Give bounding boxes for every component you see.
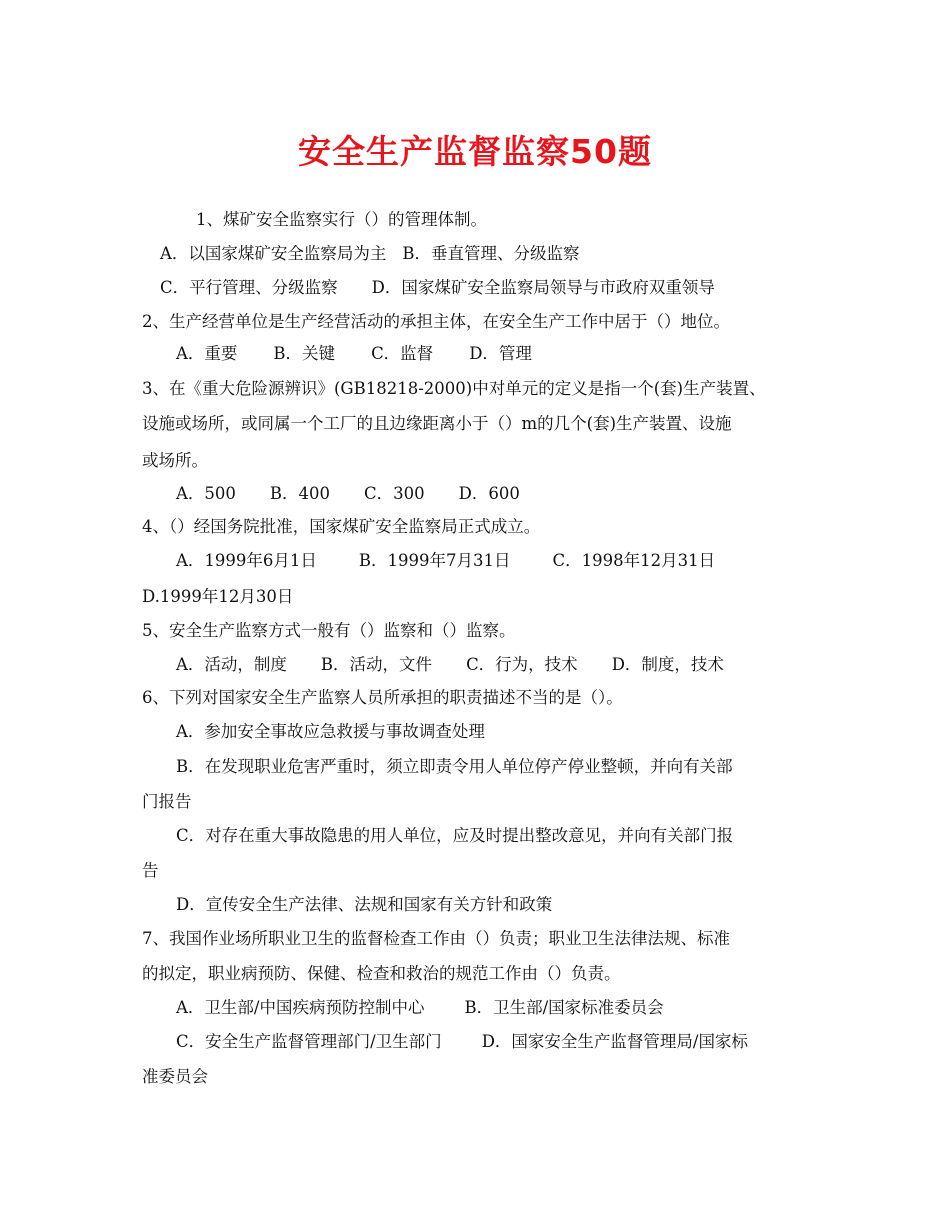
page-title: 安全生产监督监察50题 — [298, 132, 652, 171]
question-2-options — [176, 343, 532, 365]
question-6-option-b-line-2: 门报告 — [142, 792, 192, 811]
option-a: A．活动，制度 — [176, 655, 287, 674]
option-c: C．平行管理、分级监察 — [160, 278, 338, 297]
question-6-option-b-line-1: B．在发现职业危害严重时，须立即责令用人单位停产停业整顿，并向有关部 — [176, 757, 733, 776]
option-b: B．垂直管理、分级监察 — [402, 244, 580, 263]
question-7-stem-line-1: 7、我国作业场所职业卫生的监督检查工作由（）负责；职业卫生法律法规、标准 — [142, 929, 730, 948]
question-2-stem: 2、生产经营单位是生产经营活动的承担主体，在安全生产工作中居于（）地位。 — [142, 312, 730, 331]
question-6-option-c-line-2: 告 — [142, 861, 159, 880]
question-6-stem: 6、下列对国家安全生产监察人员所承担的职责描述不当的是（）。 — [142, 688, 623, 707]
question-6-option-c-line-1: C．对存在重大事故隐患的用人单位，应及时提出整改意见，并向有关部门报 — [176, 826, 734, 845]
question-5-stem: 5、安全生产监察方式一般有（）监察和（）监察。 — [142, 621, 516, 640]
question-3-stem-line-3: 或场所。 — [142, 451, 208, 470]
option-c: C．行为，技术 — [466, 655, 578, 674]
option-b: B．400 — [269, 484, 331, 503]
option-a: A．1999年6月1日 — [176, 551, 317, 570]
question-6-option-d: D．宣传安全生产法律、法规和国家有关方针和政策 — [176, 895, 553, 914]
option-b: B．关键 — [273, 344, 336, 363]
option-c: C．300 — [364, 484, 425, 503]
option-c: C．安全生产监督管理部门/卫生部门 — [176, 1032, 442, 1051]
option-b: B．活动，文件 — [320, 655, 433, 674]
option-a: A．卫生部/中国疾病预防控制中心 — [176, 998, 425, 1017]
option-a: A．以国家煤矿安全监察局为主 — [160, 244, 387, 263]
question-4-options — [176, 550, 715, 572]
option-d: D．国家煤矿安全监察局领导与市政府双重领导 — [371, 278, 715, 297]
question-1-stem: 1、煤矿安全监察实行（）的管理体制。 — [196, 210, 487, 229]
option-d: D．600 — [458, 484, 520, 503]
question-3-options — [176, 483, 520, 505]
question-7-stem-line-2: 的拟定，职业病预防、保健、检查和救治的规范工作由（）负责。 — [142, 964, 621, 983]
question-7-options-row-2 — [176, 1031, 748, 1053]
option-a: A．重要 — [176, 344, 238, 363]
option-c: C．监督 — [371, 344, 434, 363]
question-1-options-row-2 — [160, 277, 715, 299]
question-6-option-a: A．参加安全事故应急救援与事故调查处理 — [176, 722, 485, 741]
option-d: D．制度，技术 — [611, 655, 724, 674]
option-d: D．国家安全生产监督管理局/国家标 — [481, 1032, 748, 1051]
option-c: C．1998年12月31日 — [552, 551, 716, 570]
option-d: D．管理 — [469, 344, 532, 363]
question-7-option-d-line-2: 准委员会 — [142, 1067, 208, 1086]
option-b: B．卫生部/国家标准委员会 — [464, 998, 664, 1017]
question-4-option-d: D.1999年12月30日 — [142, 587, 294, 606]
question-3-stem-line-1: 3、在《重大危险源辨识》(GB18218-2000)中对单元的定义是指一个(套)生产装置、 — [142, 379, 766, 398]
option-a: A．500 — [176, 484, 236, 503]
option-b: B．1999年7月31日 — [358, 551, 511, 570]
question-3-stem-line-2: 设施或场所，或同属一个工厂的且边缘距离小于（）m的几个(套)生产装置、设施 — [142, 414, 732, 433]
question-5-options — [176, 654, 724, 676]
question-7-options-row-1 — [176, 997, 664, 1019]
question-4-stem: 4、（）经国务院批准，国家煤矿安全监察局正式成立。 — [142, 517, 541, 536]
question-1-options-row-1 — [160, 243, 580, 265]
